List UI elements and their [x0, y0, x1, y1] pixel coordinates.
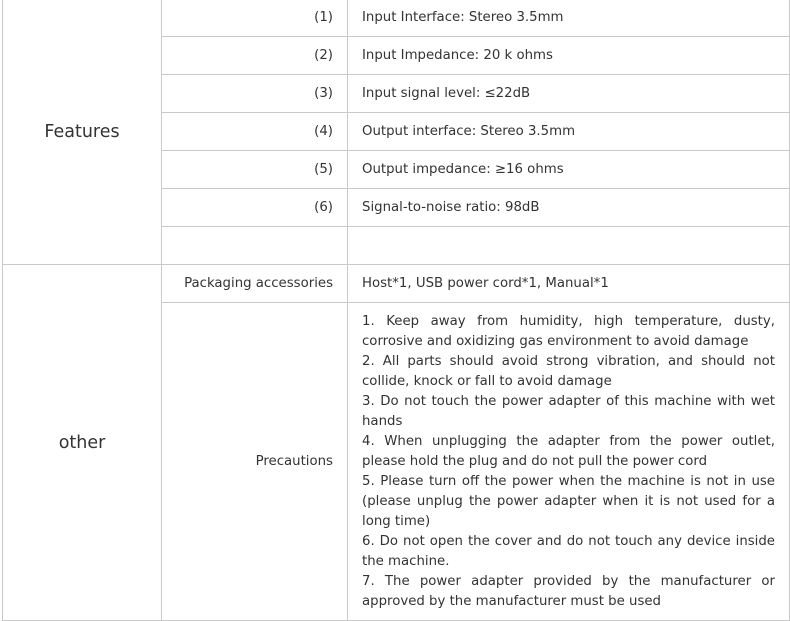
feature-number: (3) — [162, 75, 348, 113]
feature-number-empty — [162, 227, 348, 265]
feature-number: (1) — [162, 0, 348, 37]
feature-value: Input signal level: ≤22dB — [348, 75, 790, 113]
precaution-item: 4. When unplugging the adapter from the power outlet, please hold the plug and do not pull the power cord — [362, 433, 775, 469]
feature-value: Input Interface: Stereo 3.5mm — [348, 0, 790, 37]
feature-value: Signal-to-noise ratio: 98dB — [348, 189, 790, 227]
precaution-item: 6. Do not open the cover and do not touch any device inside the machine. — [362, 533, 775, 569]
precaution-item: 7. The power adapter provided by the manufacturer or approved by the manufacturer must be used — [362, 573, 775, 609]
precaution-item: 2. All parts should avoid strong vibration, and should not collide, knock or fall to avoid damage — [362, 353, 775, 389]
table-row — [3, 0, 790, 37]
precaution-item: 5. Please turn off the power when the machine is not in use (please unplug the power adapter when it is not used for a long time) — [362, 473, 775, 529]
feature-value: Output interface: Stereo 3.5mm — [348, 113, 790, 151]
feature-number: (2) — [162, 37, 348, 75]
packaging-value: Host*1, USB power cord*1, Manual*1 — [348, 265, 790, 303]
precaution-item: 3. Do not touch the power adapter of this machine with wet hands — [362, 393, 775, 429]
feature-number: (5) — [162, 151, 348, 189]
spec-table — [2, 0, 790, 621]
features-group-label: Features — [3, 0, 162, 265]
feature-value: Input Impedance: 20 k ohms — [348, 37, 790, 75]
feature-number: (4) — [162, 113, 348, 151]
precautions-list — [348, 303, 790, 621]
table-row — [3, 265, 790, 303]
feature-value-empty — [348, 227, 790, 265]
precaution-item: 1. Keep away from humidity, high temperature, dusty, corrosive and oxidizing gas environment to avoid damage — [362, 313, 775, 349]
feature-value: Output impedance: ≥16 ohms — [348, 151, 790, 189]
precautions-label: Precautions — [162, 303, 348, 621]
packaging-label: Packaging accessories — [162, 265, 348, 303]
other-group-label: other — [3, 265, 162, 621]
feature-number: (6) — [162, 189, 348, 227]
